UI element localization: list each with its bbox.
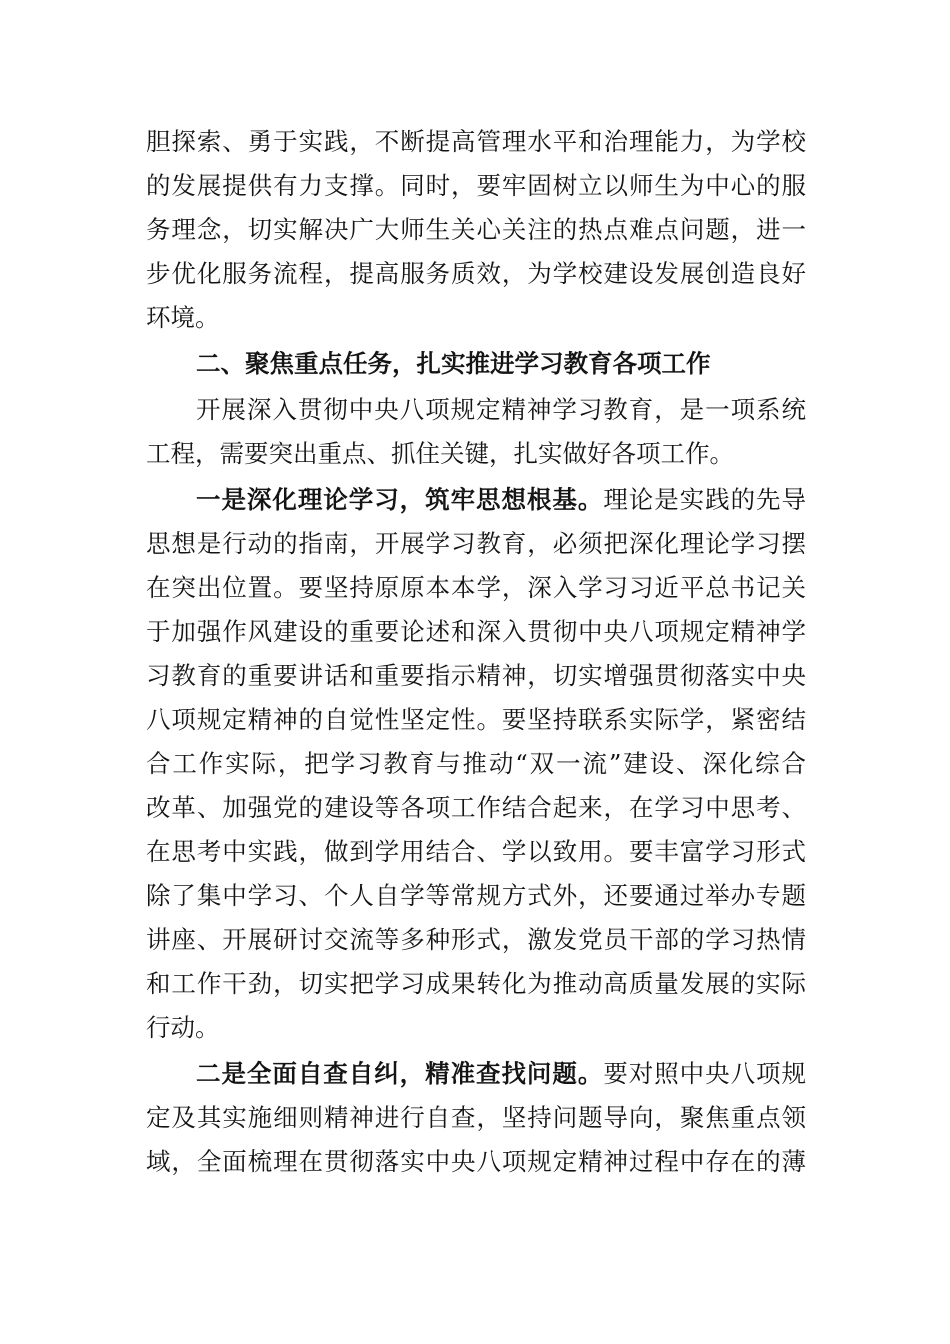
text-line: 于加强作风建设的重要论述和深入贯彻中央八项规定精神学: [146, 617, 806, 646]
text-line: 定及其实施细则精神进行自查，坚持问题导向，聚焦重点领: [146, 1103, 806, 1132]
text-line: 讲座、开展研讨交流等多种形式，激发党员干部的学习热情: [146, 925, 806, 954]
text-line: 八项规定精神的自觉性坚定性。要坚持联系实际学，紧密结: [146, 705, 806, 734]
text-line: 域，全面梳理在贯彻落实中央八项规定精神过程中存在的薄: [146, 1147, 806, 1176]
text-line: 的发展提供有力支撑。同时，要牢固树立以师生为中心的服: [146, 171, 806, 200]
text-line: 合工作实际，把学习教育与推动“双一流”建设、深化综合: [146, 749, 806, 778]
text-line: 工程，需要突出重点、抓住关键，扎实做好各项工作。: [146, 439, 734, 468]
paragraph-lead-line: [196, 478, 806, 522]
text-line: 思想是行动的指南，开展学习教育，必须把深化理论学习摆: [146, 529, 806, 558]
text-line: 胆探索、勇于实践，不断提高管理水平和治理能力，为学校: [146, 127, 806, 156]
text-line: 步优化服务流程，提高服务质效，为学校建设发展创造良好: [146, 259, 806, 288]
text-line: 和工作干劲，切实把学习成果转化为推动高质量发展的实际: [146, 969, 806, 998]
section-heading: 二、聚焦重点任务，扎实推进学习教育各项工作: [196, 349, 711, 378]
text-line: 行动。: [146, 1013, 220, 1042]
text-line: 习教育的重要讲话和重要指示精神，切实增强贯彻落实中央: [146, 661, 806, 690]
lead-rest: 理论是实践的先导: [603, 485, 807, 514]
text-line: 务理念，切实解决广大师生关心关注的热点难点问题，进一: [146, 215, 806, 244]
lead-rest: 要对照中央八项规: [603, 1059, 807, 1088]
text-line: 改革、加强党的建设等各项工作结合起来，在学习中思考、: [146, 793, 806, 822]
text-line: 在思考中实践，做到学用结合、学以致用。要丰富学习形式: [146, 837, 806, 866]
text-line: 开展深入贯彻中央八项规定精神学习教育，是一项系统: [196, 395, 806, 424]
paragraph-lead-line: [196, 1052, 806, 1096]
text-line: 除了集中学习、个人自学等常规方式外，还要通过举办专题: [146, 881, 806, 910]
bold-lead: 二是全面自查自纠，精准查找问题。: [196, 1059, 604, 1088]
text-line: 环境。: [146, 303, 220, 332]
text-line: 在突出位置。要坚持原原本本学，深入学习习近平总书记关: [146, 573, 806, 602]
bold-lead: 一是深化理论学习，筑牢思想根基。: [196, 485, 604, 514]
